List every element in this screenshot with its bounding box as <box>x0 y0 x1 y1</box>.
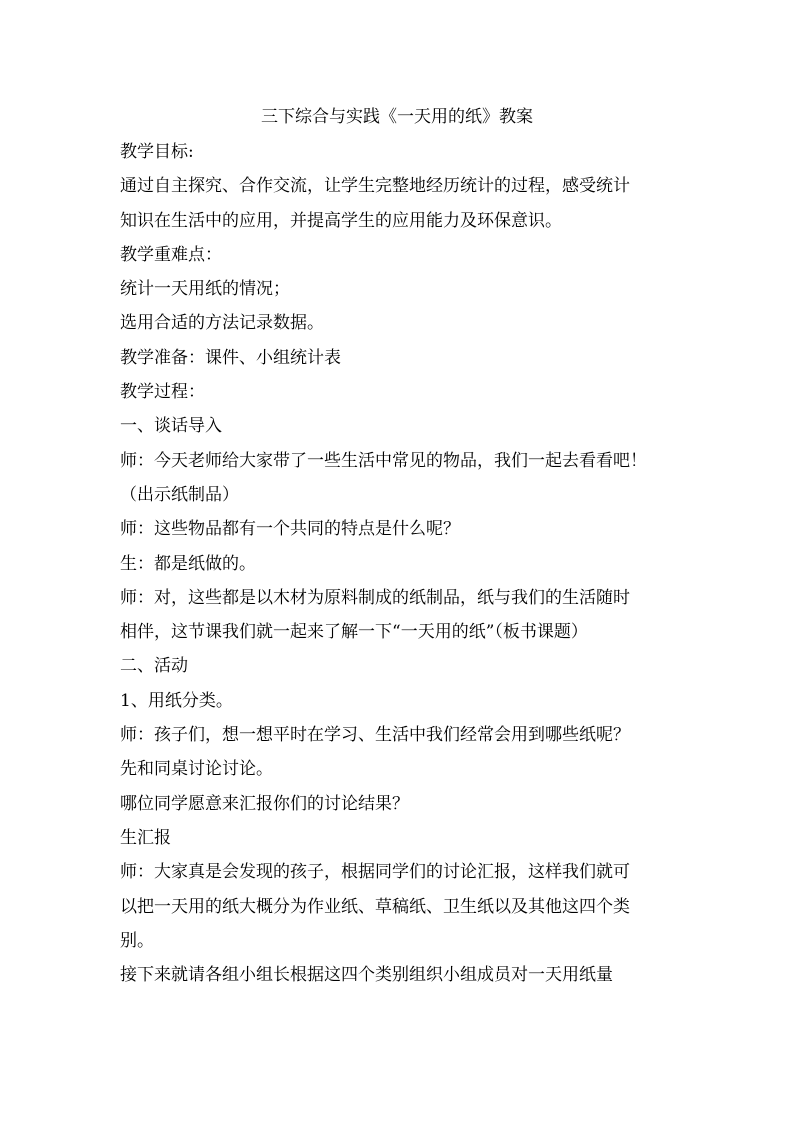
subsection-heading: 1、用纸分类。 <box>120 690 233 711</box>
paragraph-line: 师：大家真是会发现的孩子，根据同学们的讨论汇报，这样我们就可 <box>120 862 630 883</box>
paragraph-line: 师：这些物品都有一个共同的特点是什么呢？ <box>120 519 460 540</box>
paragraph-line: 通过自主探究、合作交流，让学生完整地经历统计的过程，感受统计 <box>120 176 630 197</box>
paragraph-line: 别。 <box>120 930 154 951</box>
section-heading-intro: 一、谈话导入 <box>120 416 222 437</box>
document-body <box>120 135 680 992</box>
paragraph-line: 哪位同学愿意来汇报你们的讨论结果？ <box>120 793 409 814</box>
paragraph-line: 相伴，这节课我们就一起来了解一下“一天用的纸”（板书课题） <box>120 622 588 643</box>
paragraph-line: 统计一天用纸的情况； <box>120 279 290 300</box>
paragraph-line: 师：今天老师给大家带了一些生活中常见的物品，我们一起去看看吧！ <box>120 450 647 471</box>
heading-teaching-prep: 教学准备：课件、小组统计表 <box>120 347 341 368</box>
paragraph-line: 知识在生活中的应用，并提高学生的应用能力及环保意识。 <box>120 210 562 231</box>
paragraph-line: 先和同桌讨论讨论。 <box>120 759 273 780</box>
paragraph-line: 接下来就请各组小组长根据这四个类别组织小组成员对一天用纸量 <box>120 965 613 986</box>
heading-teaching-process: 教学过程： <box>120 382 205 403</box>
heading-teaching-goals: 教学目标: <box>120 142 194 162</box>
paragraph-line: 以把一天用的纸大概分为作业纸、草稿纸、卫生纸以及其他这四个类 <box>120 896 630 917</box>
paragraph-line: 选用合适的方法记录数据。 <box>120 313 324 334</box>
document-title: 三下综合与实践《一天用的纸》教案 <box>261 107 533 127</box>
paragraph-line: 生：都是纸做的。 <box>120 553 256 574</box>
heading-key-difficulties: 教学重难点： <box>120 244 222 265</box>
section-heading-activity: 二、活动 <box>120 656 188 677</box>
paragraph-line: 师：孩子们，想一想平时在学习、生活中我们经常会用到哪些纸呢？ <box>120 725 630 746</box>
paragraph-line: 师：对，这些都是以木材为原料制成的纸制品，纸与我们的生活随时 <box>120 587 630 608</box>
paragraph-line: （出示纸制品） <box>120 484 239 505</box>
paragraph-line: 生汇报 <box>120 827 171 848</box>
